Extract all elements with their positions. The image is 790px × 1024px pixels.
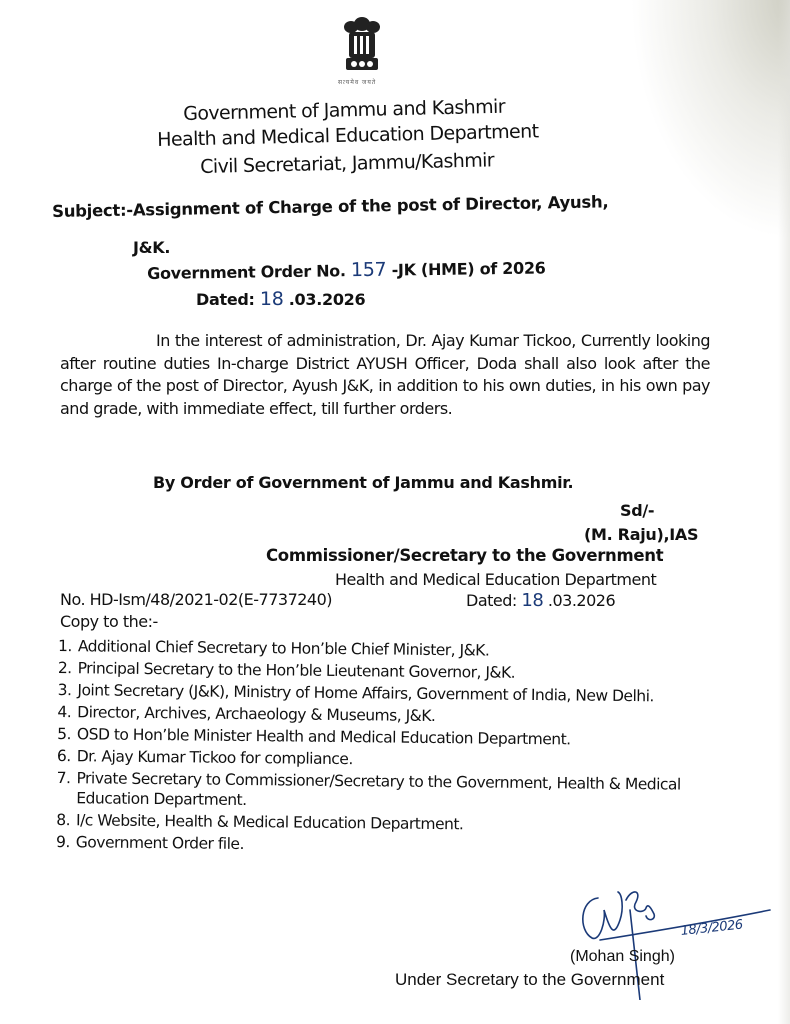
copy-item-text: Joint Secretary (J&K), Ministry of Home Affairs, Government of India, New Delhi. [77, 681, 654, 706]
order-date-day-handwritten: 18 [259, 288, 284, 310]
signatory-designation: Commissioner/Secretary to the Government [266, 546, 664, 565]
emblem-motto: सत्यमेव जयते [338, 80, 377, 86]
copy-to-list [52, 636, 734, 861]
reference-date-rest: .03.2026 [547, 591, 616, 610]
reference-number: No. HD-Ism/48/2021-02(E-7737240) [60, 590, 333, 609]
copy-item-number: 5. [57, 725, 72, 744]
copy-to-item [52, 768, 732, 815]
order-dated-label: Dated: [196, 290, 255, 309]
subject-text-continued: J&K. [133, 238, 171, 257]
order-date-rest: .03.2026 [288, 290, 366, 309]
copy-to-label: Copy to the:- [60, 612, 158, 631]
copy-item-number: 9. [55, 833, 70, 852]
order-number-line [147, 256, 546, 284]
order-prefix: Government Order No. [147, 261, 346, 283]
order-suffix: -JK (HME) of 2026 [391, 258, 546, 280]
copy-item-text: Principal Secretary to the Hon’ble Lieutenant Governor, J&K. [77, 659, 516, 682]
signoff-designation: Under Secretary to the Government [395, 970, 665, 989]
subject-line [52, 192, 608, 221]
copy-item-number: 1. [58, 637, 72, 656]
order-date-line [196, 288, 365, 310]
header-department: Health and Medical Education Department [157, 120, 539, 151]
reference-dated-label: Dated: [466, 591, 517, 610]
copy-item-text: Government Order file. [75, 833, 245, 853]
copy-item-number: 4. [57, 703, 72, 722]
paper-edge [778, 0, 790, 1024]
signoff-handwritten-date: 18/3/2026 [680, 917, 744, 939]
copy-item-number: 8. [56, 811, 71, 830]
order-body-text: In the interest of administration, Dr. Ajay Kumar Tickoo, Currently looking after routine duties In-charge District AYUSH Officer, Doda shall also look after the charge of the post of Director, Ayush J&K, in addition to his own duties, in his own pay and grade, with immediate effect, till further orders. [60, 331, 710, 418]
copy-item-number: 2. [57, 659, 72, 678]
copy-item-text: Additional Chief Secretary to Hon’ble Chief Minister, J&K. [77, 637, 490, 660]
copy-item-number: 3. [57, 681, 72, 700]
order-body-paragraph [60, 330, 710, 420]
reference-date-line [466, 590, 615, 611]
signatory-name: (M. Raju),IAS [584, 525, 699, 544]
by-order-line: By Order of Government of Jammu and Kashmir. [153, 473, 574, 492]
header-secretariat: Civil Secretariat, Jammu/Kashmir [200, 149, 495, 178]
copy-item-number: 7. [56, 769, 71, 788]
copy-item-number: 6. [56, 747, 71, 766]
subject-label: Subject:- [52, 200, 134, 221]
header-government: Government of Jammu and Kashmir [183, 95, 506, 125]
sd-mark: Sd/- [620, 501, 655, 520]
paper-fold-shadow [630, 0, 790, 240]
signatory-department: Health and Medical Education Department [335, 570, 657, 589]
national-emblem-icon [337, 12, 387, 82]
copy-item-text: Director, Archives, Archaeology & Museums, J&K. [77, 703, 436, 725]
copy-item-text: Dr. Ajay Kumar Tickoo for compliance. [76, 747, 353, 769]
reference-date-day-handwritten: 18 [521, 590, 544, 611]
signoff-name: (Mohan Singh) [570, 948, 675, 965]
order-number-handwritten: 157 [350, 258, 387, 282]
copy-item-text: Private Secretary to Commissioner/Secretary to the Government, Health & Medical Education Department. [76, 769, 681, 810]
copy-item-text: OSD to Hon’ble Minister Health and Medical Education Department. [76, 725, 571, 749]
copy-item-text: I/c Website, Health & Medical Education Department. [75, 811, 464, 834]
subject-text: Assignment of Charge of the post of Director, Ayush, [132, 192, 609, 220]
